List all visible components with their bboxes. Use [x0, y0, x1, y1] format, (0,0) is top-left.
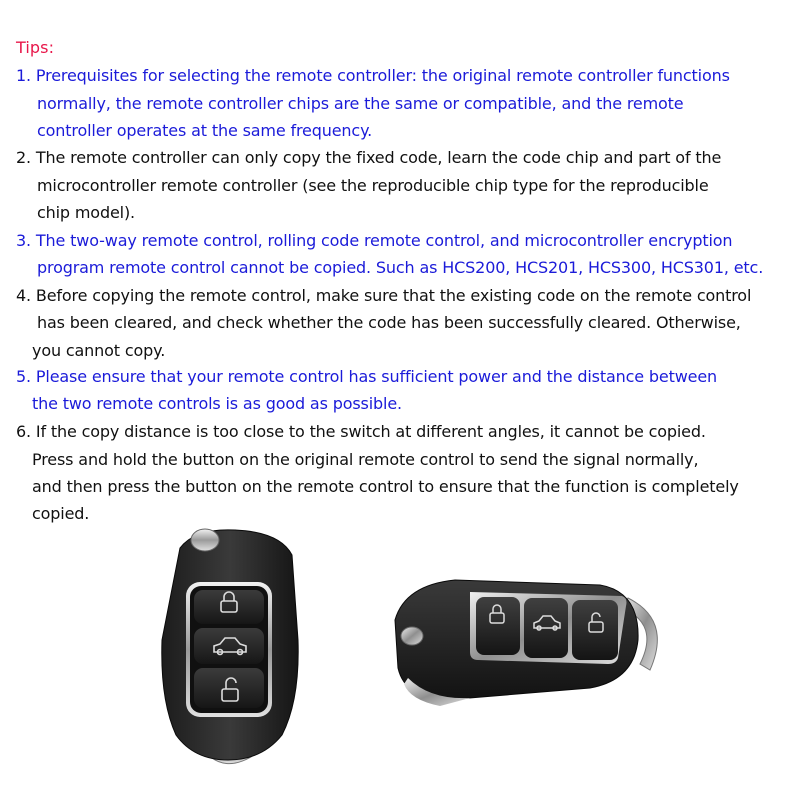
- remote-key-angled-photo: [380, 565, 670, 715]
- tip-4-line-1: 4. Before copying the remote control, make sure that the existing code on the remote control: [16, 286, 752, 305]
- tip-4-line-2: has been cleared, and check whether the code has been successfully cleared. Otherwise,: [37, 313, 741, 332]
- tip-6-line-2: Press and hold the button on the original remote control to send the signal normally,: [32, 450, 699, 469]
- tip-5-line-1: 5. Please ensure that your remote control has sufficient power and the distance between: [16, 367, 718, 386]
- tip-5-line-2: the two remote controls is as good as possible.: [32, 394, 402, 413]
- tip-6-line-1: 6. If the copy distance is too close to the switch at different angles, it cannot be copied.: [16, 422, 706, 441]
- tip-2-line-2: microcontroller remote controller (see the reproducible chip type for the reproducible: [37, 176, 709, 195]
- remote-key-front-photo: [150, 522, 310, 782]
- tip-3-line-2: program remote control cannot be copied. Such as HCS200, HCS201, HCS300, HCS301, etc.: [37, 258, 764, 277]
- tip-2-line-1: 2. The remote controller can only copy the fixed code, learn the code chip and part of the: [16, 148, 722, 167]
- tip-6-line-3: and then press the button on the remote control to ensure that the function is completely: [32, 477, 739, 496]
- tip-1-line-3: controller operates at the same frequency.: [37, 121, 373, 140]
- tip-4-line-3: you cannot copy.: [32, 341, 166, 360]
- tip-3-line-1: 3. The two-way remote control, rolling code remote control, and microcontroller encryption: [16, 231, 733, 250]
- tip-6-line-4: copied.: [32, 504, 90, 523]
- tip-1-line-1: 1. Prerequisites for selecting the remote controller: the original remote controller functions: [16, 66, 730, 85]
- tip-2-line-3: chip model).: [37, 203, 135, 222]
- tip-1-line-2: normally, the remote controller chips are the same or compatible, and the remote: [37, 94, 684, 113]
- tips-title: Tips:: [16, 38, 55, 57]
